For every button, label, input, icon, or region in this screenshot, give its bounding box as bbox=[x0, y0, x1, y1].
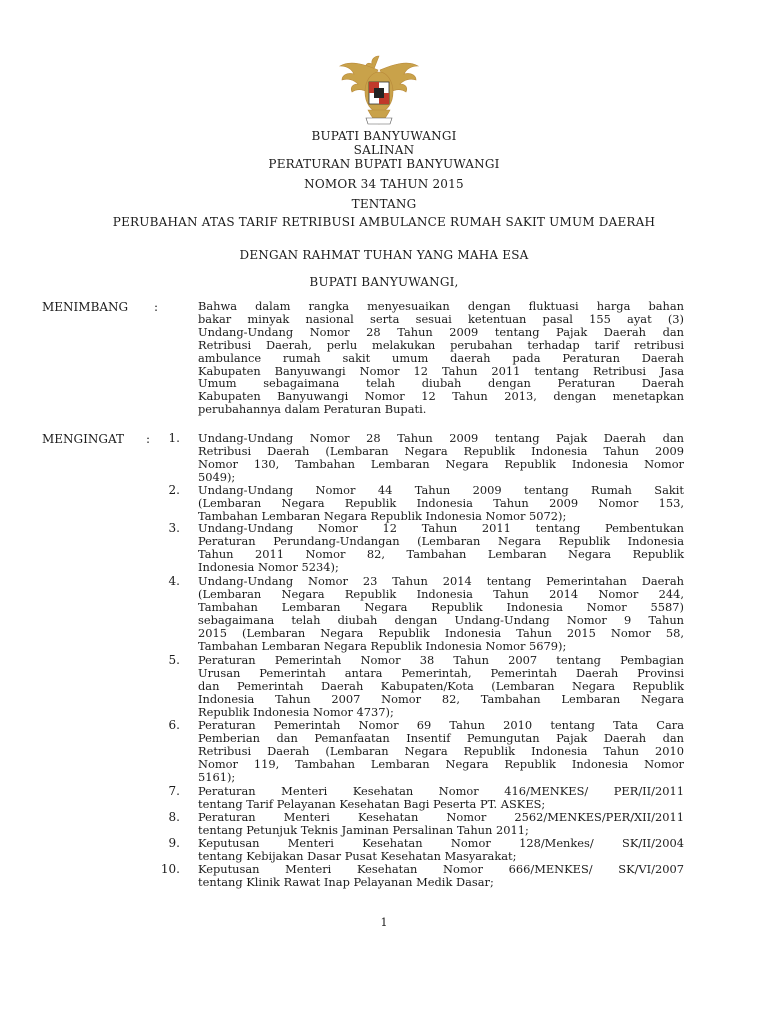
issuer-signoff: BUPATI BANYUWANGI, bbox=[309, 275, 459, 289]
mengingat-label: MENGINGAT bbox=[42, 432, 124, 446]
mengingat-colon: : bbox=[146, 432, 151, 446]
list-item-line: Tambahan Lembaran Negara Republik Indonesia Nomor 5072); bbox=[198, 508, 567, 523]
list-item-line: Peraturan Pemerintah Nomor 38 Tahun 2007 tentang Pembagian bbox=[198, 653, 684, 667]
list-item-line: Retribusi Daerah (Lembaran Negara Republik Indonesia Tahun 2009 bbox=[198, 443, 684, 458]
list-item-number: 5. bbox=[168, 653, 180, 667]
list-item-line: Nomor 130, Tambahan Lembaran Negara Republik Indonesia Nomor bbox=[198, 456, 684, 471]
list-item-line: Tambahan Lembaran Negara Republik Indonesia Nomor 5679); bbox=[198, 638, 567, 653]
list-item-line: Republik Indonesia Nomor 4737); bbox=[198, 704, 394, 719]
list-item-line: (Lembaran Negara Republik Indonesia Tahun 2014 Nomor 244, bbox=[198, 586, 684, 601]
invocation: DENGAN RAHMAT TUHAN YANG MAHA ESA bbox=[239, 248, 529, 262]
list-item-line: (Lembaran Negara Republik Indonesia Tahun 2009 Nomor 153, bbox=[198, 495, 684, 510]
menimbang-line: ambulance rumah sakit umum daerah pada Peraturan Daerah bbox=[198, 350, 684, 365]
menimbang-colon: : bbox=[154, 300, 159, 314]
list-item-line: Indonesia Nomor 5234); bbox=[198, 559, 339, 574]
list-item-line: Peraturan Menteri Kesehatan Nomor 2562/MENKES/PER/XII/2011 bbox=[198, 810, 684, 824]
list-item-line: dan Pemerintah Daerah Kabupaten/Kota (Lembaran Negara Republik bbox=[198, 678, 684, 693]
list-item-line: Pemberian dan Pemanfaatan Insentif Pemungutan Pajak Daerah dan bbox=[198, 730, 684, 745]
list-item-line: tentang Tarif Pelayanan Kesehatan Bagi Peserta PT. ASKES; bbox=[198, 796, 546, 811]
list-item-line: Peraturan Pemerintah Nomor 69 Tahun 2010 tentang Tata Cara bbox=[198, 718, 684, 732]
menimbang-line: Kabupaten Banyuwangi Nomor 12 Tahun 2013, dengan menetapkan bbox=[198, 389, 684, 404]
list-item-line: Keputusan Menteri Kesehatan Nomor 128/Menkes/ SK/II/2004 bbox=[198, 836, 684, 850]
list-item-line: Urusan Pemerintah antara Pemerintah, Pemerintah Daerah Provinsi bbox=[198, 665, 684, 680]
garuda-emblem-icon bbox=[334, 50, 424, 130]
list-item-number: 1. bbox=[168, 431, 180, 445]
regulation-title: PERATURAN BUPATI BANYUWANGI bbox=[268, 157, 500, 171]
list-item-line: Tahun 2011 Nomor 82, Tambahan Lembaran Negara Republik bbox=[198, 546, 684, 561]
about-label: TENTANG bbox=[351, 197, 417, 211]
list-item-line: tentang Kebijakan Dasar Pusat Kesehatan Masyarakat; bbox=[198, 848, 517, 863]
regulation-number: NOMOR 34 TAHUN 2015 bbox=[304, 177, 464, 191]
list-item-number: 2. bbox=[168, 483, 180, 497]
list-item-number: 9. bbox=[168, 836, 180, 850]
regulation-subject: PERUBAHAN ATAS TARIF RETRIBUSI AMBULANCE RUMAH SAKIT UMUM DAERAH bbox=[112, 215, 656, 229]
list-item-line: 2015 (Lembaran Negara Republik Indonesia Tahun 2015 Nomor 58, bbox=[198, 625, 684, 640]
list-item-line: Keputusan Menteri Kesehatan Nomor 666/MENKES/ SK/VI/2007 bbox=[198, 862, 684, 876]
list-item-line: 5049); bbox=[198, 469, 236, 484]
menimbang-line: bakar minyak nasional serta sesuai ketentuan pasal 155 ayat (3) bbox=[198, 311, 684, 326]
list-item-line: sebagaimana telah diubah dengan Undang-Undang Nomor 9 Tahun bbox=[198, 612, 684, 627]
list-item-line: Indonesia Tahun 2007 Nomor 82, Tambahan Lembaran Negara bbox=[198, 691, 684, 706]
list-item-line: Peraturan Menteri Kesehatan Nomor 416/MENKES/ PER/II/2011 bbox=[198, 784, 684, 798]
issuer-title: BUPATI BANYUWANGI bbox=[311, 129, 457, 143]
list-item-number: 7. bbox=[168, 784, 180, 798]
menimbang-line: Kabupaten Banyuwangi Nomor 12 Tahun 2011 tentang Retribusi Jasa bbox=[198, 363, 684, 378]
list-item-line: Nomor 119, Tambahan Lembaran Negara Republik Indonesia Nomor bbox=[198, 756, 684, 771]
list-item-number: 3. bbox=[168, 521, 180, 535]
list-item-number: 8. bbox=[168, 810, 180, 824]
menimbang-line: Retribusi Daerah, perlu melakukan perubahan terhadap tarif retribusi bbox=[198, 337, 684, 352]
list-item-number: 10. bbox=[160, 862, 180, 876]
list-item-line: tentang Klinik Rawat Inap Pelayanan Medik Dasar; bbox=[198, 874, 494, 889]
list-item-line: Undang-Undang Nomor 23 Tahun 2014 tentang Pemerintahan Daerah bbox=[198, 574, 684, 588]
list-item-line: Undang-Undang Nomor 44 Tahun 2009 tentang Rumah Sakit bbox=[198, 483, 684, 497]
list-item-line: Tambahan Lembaran Negara Republik Indonesia Nomor 5587) bbox=[198, 599, 684, 614]
list-item-number: 6. bbox=[168, 718, 180, 732]
menimbang-line: perubahannya dalam Peraturan Bupati. bbox=[198, 402, 427, 417]
menimbang-line: Undang-Undang Nomor 28 Tahun 2009 tentang Pajak Daerah dan bbox=[198, 324, 684, 339]
list-item-line: Peraturan Perundang-Undangan (Lembaran Negara Republik Indonesia bbox=[198, 533, 684, 548]
menimbang-label: MENIMBANG bbox=[42, 300, 129, 314]
list-item-line: Undang-Undang Nomor 12 Tahun 2011 tentang Pembentukan bbox=[198, 521, 684, 535]
list-item-line: tentang Petunjuk Teknis Jaminan Persalinan Tahun 2011; bbox=[198, 822, 529, 837]
copy-label: SALINAN bbox=[353, 143, 415, 157]
list-item-line: Retribusi Daerah (Lembaran Negara Republik Indonesia Tahun 2010 bbox=[198, 743, 684, 758]
menimbang-line: Bahwa dalam rangka menyesuaikan dengan fluktuasi harga bahan bbox=[198, 299, 684, 313]
list-item-number: 4. bbox=[168, 574, 180, 588]
page-number: 1 bbox=[380, 916, 388, 929]
list-item-line: Undang-Undang Nomor 28 Tahun 2009 tentang Pajak Daerah dan bbox=[198, 431, 684, 445]
menimbang-line: Umum sebagaimana telah diubah dengan Peraturan Daerah bbox=[198, 376, 684, 391]
list-item-line: 5161); bbox=[198, 769, 236, 784]
